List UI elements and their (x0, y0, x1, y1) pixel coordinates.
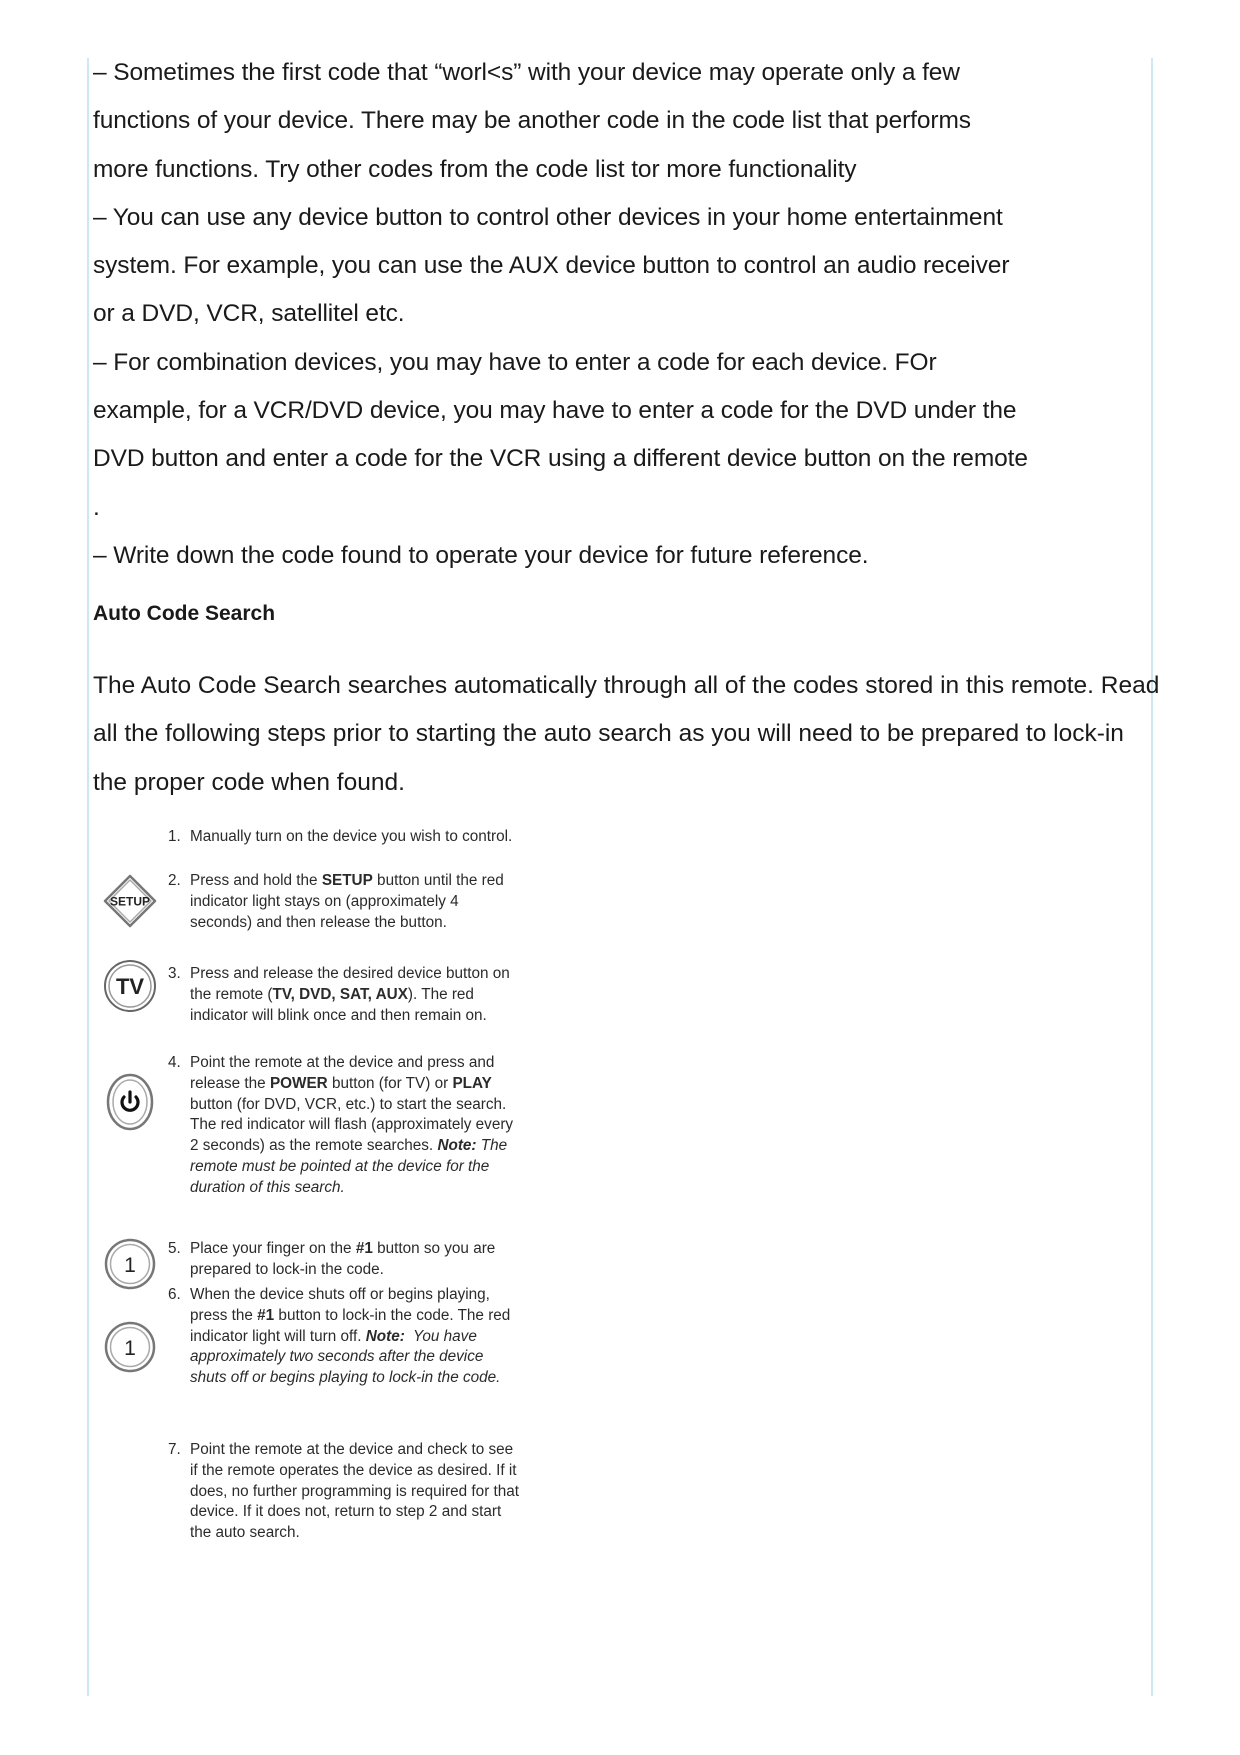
tv-icon-label: TV (115, 974, 145, 999)
step-number: 3. (168, 965, 181, 982)
step-1 (168, 827, 520, 848)
step-number: 6. (168, 1286, 181, 1303)
step-text-run: Press and release the desired device button on the remote ( (190, 965, 514, 1003)
step-text-run: POWER (269, 1074, 328, 1092)
step-text-run: TV, DVD, SAT, AUX (272, 985, 408, 1003)
step-4 (168, 1053, 520, 1199)
number-one-button-icon (102, 1236, 158, 1292)
step-text-run: Press and hold the (190, 872, 322, 889)
step-text-run: ). The red indicator will blink once and then remain on. (190, 985, 487, 1024)
step-text-run: button so you are prepared to lock-in the code. (190, 1240, 500, 1278)
step-text-run: button (for DVD, VCR, etc.) to start the search. The red indicator will flash (approximately every 2 seconds) as the remote searches. (190, 1074, 518, 1155)
number-one-button-icon (102, 1319, 158, 1375)
step-text-run: When the device shuts off or begins playing, press the (190, 1286, 495, 1324)
step-text-run: Note: (437, 1137, 477, 1155)
step-text-run: #1 (355, 1240, 373, 1257)
section-intro: The Auto Code Search searches automatically through all of the codes stored in this remote. Read all the following steps prior to starting the auto search as you will need to be prepared to lock-in the proper code when found. (93, 672, 1160, 796)
step-text-run: You have approximately two seconds after the device shuts off or begins playing to lock-in the code. (190, 1327, 501, 1387)
one-icon-label: 1 (124, 1337, 136, 1360)
step-text-run: #1 (257, 1306, 275, 1324)
step-text-run: button until the red indicator light stays on (approximately 4 seconds) and then release the button. (190, 872, 509, 931)
step-number: 2. (168, 872, 181, 889)
step-number: 7. (168, 1441, 181, 1458)
tip-paragraph: – Sometimes the first code that “worl<s” with your device may operate only a few functions of your device. There may be another code in the code list that performs more functions. Try other codes from the code list tor more functionality (93, 59, 971, 183)
step-text-run: Point the remote at the device and check to see if the remote operates the device as desired. If it does, no further programming is required for that device. If it does not, return to step 2 and start the auto search. (190, 1441, 524, 1542)
step-5 (168, 1239, 520, 1281)
tv-button-icon (102, 958, 158, 1014)
step-text-run: Place your finger on the (190, 1240, 356, 1257)
setup-button-icon (102, 873, 158, 929)
page-frame-left-border (87, 58, 89, 1696)
step-3 (168, 964, 520, 1026)
step-number: 4. (168, 1054, 181, 1071)
step-text-run: button to lock-in the code. The red indicator light will turn off. (190, 1306, 515, 1345)
step-6 (168, 1285, 520, 1389)
step-text-run: The remote must be pointed at the device for the duration of this search. (190, 1137, 512, 1196)
power-button-icon (102, 1072, 158, 1132)
step-number: 5. (168, 1240, 181, 1257)
one-icon-label: 1 (124, 1254, 136, 1277)
step-text-run: Note: (365, 1327, 405, 1345)
tip-paragraph: – For combination devices, you may have to enter a code for each device. FOr example, for a VCR/DVD device, you may have to enter a code for the DVD under the DVD button and enter a code for the VCR using a different device button on the remote . (93, 348, 1028, 521)
step-text-run: Manually turn on the device you wish to control. (190, 828, 513, 845)
step-2 (168, 871, 520, 933)
step-number: 1. (168, 828, 181, 845)
step-7 (168, 1440, 524, 1544)
step-text-run: Point the remote at the device and press and release the (190, 1054, 499, 1092)
tips-list (93, 49, 1153, 580)
step-text-run: SETUP (321, 872, 373, 889)
step-text-run: button (for TV) or (327, 1074, 453, 1092)
tip-paragraph: – You can use any device button to control other devices in your home entertainment system. For example, you can use the AUX device button to control an audio receiver or a DVD, VCR, satellitel etc. (93, 203, 1010, 328)
section-heading: Auto Code Search (93, 602, 276, 625)
step-text-run: PLAY (452, 1074, 492, 1092)
setup-icon-label: SETUP (109, 894, 151, 909)
tip-paragraph: – Write down the code found to operate your device for future reference. (93, 541, 869, 569)
